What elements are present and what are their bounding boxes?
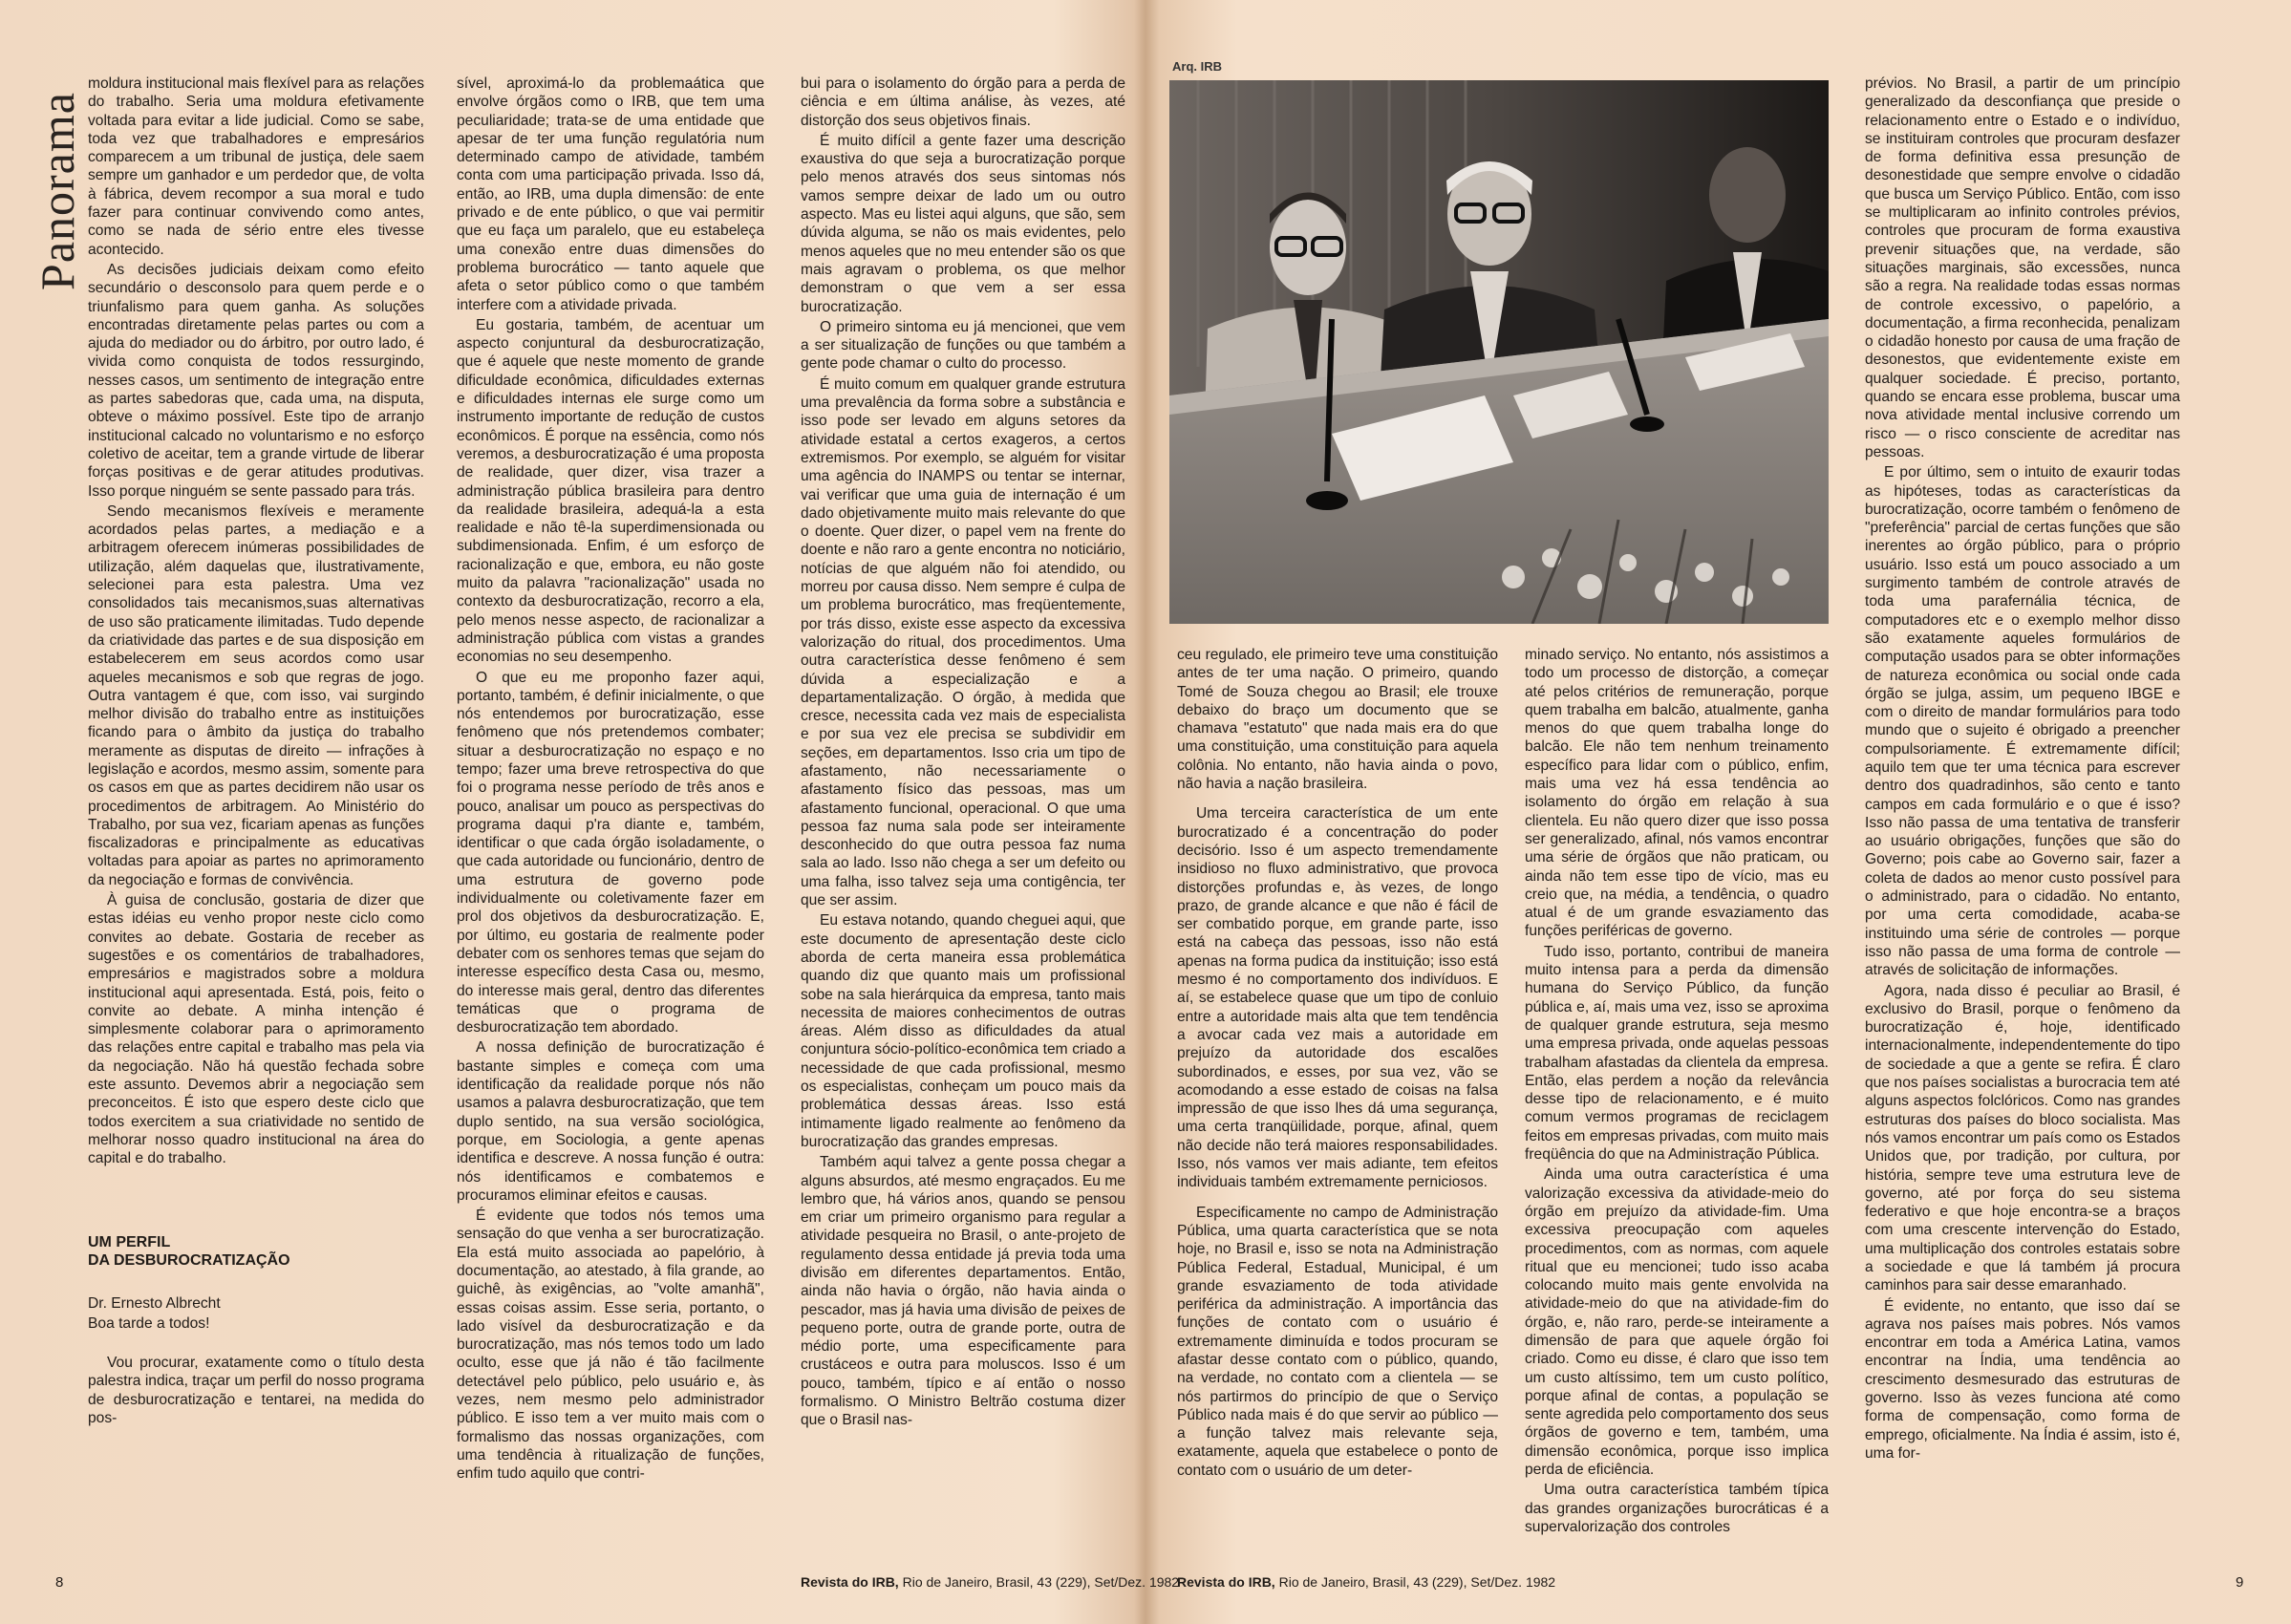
- greeting: Boa tarde a todos!: [88, 1314, 210, 1332]
- paragraph: Eu estava notando, quando cheguei aqui, que este documento de apresentação deste ciclo aborda de certa maneira essa problemática quando diz que quanto mais um profissional sobe na sala hierárquica da empresa, tanto mais necessita de maiores conhecimentos de outras áreas. Além disso as dificuldades da atual conjuntura sócio-político-econômica tem criado a necessidade de que cada profissional, mesmo os especialistas, conheçam um pouco mais da problemática dessas áreas. Isso está intimamente ligado realmente ao fenômeno da burocratização das grandes empresas.: [801, 912, 1125, 1150]
- text-column-1: [88, 75, 424, 1565]
- paragraph: Sendo mecanismos flexíveis e meramente acordados pelas partes, a mediação e a arbitragem oferecem inúmeras possibilidades de utilização, além daquelas que, ilustrativamente, selecionei para esta palestra. Uma vez consolidados tais mecanismos,suas alternativas de uso são praticamente ilimitadas. Tudo depende da criatividade das partes e de sua disposição em estabelecerem em seus acordos como usar aqueles mecanismos e sob que regras de jogo. Outra vantagem é que, com isso, vai surgindo melhor divisão do trabalho entre as instituições ficando para o âmbito da justiça do trabalho meramente as disputas de direito — infrações à legislação e acordos, mesmo assim, somente para os casos em que as partes decidirem não usar os procedimentos de arbitragem. Ao Ministério do Trabalho, por sua vez, ficariam apenas as funções fiscalizadoras e principalmente as educativas voltadas para apoiar as partes no aprimoramento da negociação e formas de convivência.: [88, 502, 424, 888]
- paragraph: À guisa de conclusão, gostaria de dizer que estas idéias eu venho propor neste ciclo como convites ao debate. Gostaria de receber as sugestões e os comentários de trabalhadores, empresários e magistrados sobre a moldura institucional aqui apresentada. Está, pois, feito o convite ao debate. A minha intenção é simplesmente colaborar para o aprimoramento das relações entre capital e trabalho mas pela via da negociação. Não há questão fechada sobre este assunto. Devemos abrir a negociação sem preconceitos. É isto que espero deste ciclo que todos exercitem a sua criatividade no sentido de melhorar nosso quadro institucional na área do capital e do trabalho.: [88, 892, 424, 1167]
- paragraph: A nossa definição de burocratização é bastante simples e começa com uma identificação da realidade porque nós não usamos a palavra desburocratização, que tem duplo sentido, na sua versão sociológica, porque, em Sociologia, a gente apenas identifica e descreve. A nossa função é outra: nós identificamos e combatemos e procuramos eliminar efeitos e causas.: [457, 1039, 764, 1204]
- paragraph: É muito difícil a gente fazer uma descrição exaustiva do que seja a burocratização porque pelo menos através dos seus sintomas nós vamos sempre deixar de lado um ou outro aspecto. Mas eu listei aqui alguns, que são, sem dúvida alguma, se não os mais evidentes, pelo menos aqueles que no meu entender são os que mais agravam o problema, os que melhor demonstram o que vem a ser essa burocratização.: [801, 132, 1125, 315]
- paragraph: O primeiro sintoma eu já mencionei, que vem a ser situalização de funções ou que também a gente pode chamar o culto do processo.: [801, 318, 1125, 373]
- paragraph: Tudo isso, portanto, contribui de maneira muito intensa para a perda da dimensão humana do Serviço Público, da função pública e, aí, mais uma vez, isso se aproxima de qualquer grande estrutura, seja mesmo uma empresa privada, onde aquelas pessoas trabalham afastadas da clientela da empresa. Então, elas perdem a noção da relevância desse tipo de relacionamento, e é muito comum vermos programas de reciclagem feitos em empresas privadas, com muito mais freqüência do que na Administração Pública.: [1525, 943, 1829, 1164]
- speaker-name: Dr. Ernesto Albrecht: [88, 1294, 221, 1312]
- page-number-right: 9: [2236, 1574, 2244, 1591]
- footer-right: [1177, 1574, 1555, 1590]
- paragraph: Uma outra característica também típica das grandes organizações burocráticas é a supervalorização dos controles: [1525, 1482, 1829, 1535]
- paragraph: E por último, sem o intuito de exaurir todas as hipóteses, todas as características da burocratização, ocorre também o fenômeno de "preferência" parcial de certas funções que são inerentes ao órgão público, para o próprio usuário. Isso está um pouco associado a um surgimento também de controle através de toda uma parafernália técnica, de computadores etc e o exemplo melhor disso são exatamente aqueles formulários de computação usados para se obter informações de natureza econômica ou social onde cada órgão se julga, assim, um pequeno IBGE e com o direito de mandar formulários para todo mundo que o sujeito é obrigado a preencher compulsoriamente. É extremamente difícil; aquilo tem que ter uma técnica para escrever dentro dos quadradinhos, são cento e tanto campos em cada formulário e o que é isso? Isso não passa de uma tentativa de transferir ao usuário obrigações, funções que são do Governo; pois cabe ao Governo sair, fazer a coleta de dados ao menor custo possível para o administrado, para o cidadão. No entanto, por uma certa comodidade, acaba-se instituindo uma série de controles — porque isso não passa de uma forma de controle — através de solicitação de informações.: [1865, 464, 2180, 979]
- text-column-2: [457, 75, 764, 1565]
- journal-name: Revista do IRB,: [801, 1574, 899, 1590]
- paragraph: moldura institucional mais flexível para as relações do trabalho. Seria uma moldura efetivamente voltada para evitar a lide judicial. Como se sabe, toda vez que trabalhadores e empresários comparecem a um tribunal de justiça, dele saem sempre um ganhador e um perdedor que, de volta à fábrica, devem recompor a sua moral e tudo fazer para continuar convivendo como antes, como se nada de sério entre eles tivesse acontecido.: [88, 75, 424, 258]
- section-heading-line: UM PERFIL: [88, 1233, 171, 1250]
- paragraph: bui para o isolamento do órgão para a perda de ciência e em última análise, às vezes, até distorção dos seus objetivos finais.: [801, 75, 1125, 129]
- paragraph: É evidente que todos nós temos uma sensação do que venha a ser burocratização. Ela está muito associada ao papelório, à documentação, ao atestado, à fila grande, ao guichê, às exigências, ao "volte amanhã", essas coisas assim. Esse seria, portanto, o lado visível da desburocratização e da burocratização, mas nós temos todo um lado oculto, esse que já não é tão facilmente detectável pelo público, pelo usuário e, às vezes, nem mesmo pelo administrador público. E isso tem a ver muito mais com o formalismo das nossas organizações, com uma tendência à ritualização de funções, enfim tudo aquilo que contri-: [457, 1207, 764, 1483]
- photo-credit: Arq. IRB: [1172, 59, 1222, 74]
- paragraph: prévios. No Brasil, a partir de um princípio generalizado da desconfiança que preside o relacionamento entre o Estado e o indivíduo, se instituiram controles que procuram desfazer de forma definitiva essa presunção de desonestidade que sempre envolve o cidadão que busca um Serviço Público. Então, com isso se multiplicaram ao infinito controles prévios, controles que procuram de forma exaustiva prevenir situações que, na verdade, são situações marginais, são excessões, nunca são a regra. Na realidade todas essas normas de controle excessivo, o papelório, a documentação, a firma reconhecida, penalizam o cidadão honesto por causa de uma fração de desonestos, que evidentemente existe em qualquer sociedade. É preciso, portanto, quando se encara esse problema, buscar uma nova atividade mental inclusive correndo um risco — o risco consciente de acreditar nas pessoas.: [1865, 75, 2180, 460]
- paragraph: Vou procurar, exatamente como o título desta palestra indica, traçar um perfil do nosso programa de desburocratização e tentarei, na medida do pos-: [88, 1355, 424, 1426]
- section-heading: [88, 1233, 424, 1270]
- paragraph: Especificamente no campo de Administração Pública, uma quarta característica que se nota hoje, no Brasil e, isso se nota na Administração Pública Federal, Estadual, Municipal, é um grande esvaziamento de toda atividade periférica da administração. A importância das funções de contato com o usuário é extremamente diminuída e todos procuram se afastar desse contato com o público, quando, na verdade, no contato com a clientela — se nós partirmos do princípio de que o Serviço Público nada mais é do que servir ao público — a função talvez mais relevante seja, exatamente, aquela que estabelece o ponto de contato com o usuário de um deter-: [1177, 1204, 1498, 1479]
- footer-left: [801, 1574, 1179, 1590]
- journal-name: Revista do IRB,: [1177, 1574, 1275, 1590]
- paragraph: Eu gostaria, também, de acentuar um aspecto conjuntural da desburocratização, que é aquele que neste momento de grande dificuldade econômica, dificuldades externas e dificuldades internas ele surge como um instrumento importante de redução de custos econômicos. É porque na essência, como nós veremos, a desburocratização é uma proposta de realidade, quer dizer, visa trazer a administração pública brasileira para dentro da realidade brasileira, adequá-la a esta realidade e não tê-la superdimensionada ou subdimensionada. Enfim, é um esforço de racionalização e que, embora, eu não goste muito da palavra "racionalização" usada no contexto da desburocratização, recorro a ela, pelo menos nesse aspecto, de racionalizar a administração pública com vistas a grandes economias no seu desempenho.: [457, 316, 764, 666]
- section-heading-line: DA DESBUROCRATIZAÇÃO: [88, 1251, 290, 1269]
- photo-illustration: [1169, 80, 1829, 624]
- paragraph: Uma terceira característica de um ente burocratizado é a concentração do poder decisório. Isso é um aspecto tremendamente insidioso no fluxo administrativo, que provoca distorções profundas e, às vezes, de longo prazo, de grande alcance e que não é fácil de ser combatido porque, em grande parte, isso está na cabeça das pessoas, isso não está apenas na forma pudica da instituição; isso está mesmo é no comportamento dos indivíduos. E aí, se estabelece quase que um tipo de conluio entre a autoridade mais alta que tem tendência a avocar cada vez mais a autoridade em prejuízo da autoridade dos escalões subordinados, e esses, por sua vez, vão se acomodando a esse estado de coisas na falsa impressão de que isso lhes dá uma segurança, uma certa tranqüilidade, porque, afinal, quem não decide não terá maiores responsabilidades. Isso, nós vamos ver mais adiante, tem efeitos individuais também extremamente perniciosos.: [1177, 805, 1498, 1191]
- paragraph: Agora, nada disso é peculiar ao Brasil, é exclusivo do Brasil, porque o fenômeno da burocratização é, hoje, identificado internacionalmente, independentemente do tipo de sociedade a que a gente se refira. É claro que nos países socialistas a burocracia tem até alguns aspectos folclóricos. Como nas grandes estruturas dos países do bloco socialista. Mas nós vamos encontrar um país como os Estados Unidos que, por tradição, por cultura, por história, sempre teve uma estrutura leve de governo, até por força do seu sistema federativo e que hoje encontra-se a braços com uma crescente intervenção do Estado, uma multiplicação dos controles estatais sobre a sociedade e que lá também já procura caminhos para sair desse emaranhado.: [1865, 982, 2180, 1294]
- paragraph: ceu regulado, ele primeiro teve uma constituição antes de ter uma nação. O primeiro, quando Tomé de Souza chegou ao Brasil; ele trouxe debaixo do braço um documento que se chamava "estatuto" que nada mais era do que uma constituição, uma constituição para aquela colônia. No entanto, não havia ainda o povo, não havia a nação brasileira.: [1177, 647, 1498, 793]
- conference-photo: [1169, 80, 1829, 624]
- text-column-4: [1177, 646, 1498, 1565]
- journal-details: Rio de Janeiro, Brasil, 43 (229), Set/Dez. 1982: [1278, 1574, 1556, 1590]
- page-number-left: 8: [55, 1574, 64, 1591]
- paragraph: Também aqui talvez a gente possa chegar a alguns absurdos, até mesmo engraçados. Eu me lembro que, há vários anos, quando se pensou em criar um primeiro organismo para regular a atividade pesqueira no Brasil, o ante-projeto de regulamento dessa entidade já previa toda uma divisão em diferentes departamentos. Então, ainda não havia o órgão, não havia ainda o pescador, mas já havia uma divisão de peixes de pequeno porte, outra de grande porte, outra de médio porte, uma especificamente para crustáceos e outra para moluscos. Isso é um pouco, também, típico e aí então o nosso formalismo. O Ministro Beltrão costuma dizer que o Brasil nas-: [801, 1154, 1125, 1429]
- section-title: Panorama: [31, 92, 84, 290]
- text-column-6: [1865, 75, 2180, 1565]
- paragraph: O que eu me proponho fazer aqui, portanto, também, é definir inicialmente, o que nós entendemos por burocratização, esse fenômeno que nós pretendemos combater; situar a desburocratização no espaço e no tempo; fazer uma breve retrospectiva do que foi o programa nesse período de três anos e pouco, analisar um pouco as perspectivas do programa daqui p'ra diante e, também, identificar o que cada órgão isoladamente, o que cada autoridade ou funcionário, dentro de uma estrutura de governo pode individualmente ou coletivamente fazer em prol dos objetivos da desburocratização. E, por último, eu gostaria de realmente poder debater com os senhores temas que sejam do interesse específico desta Casa ou, mesmo, do interesse mais geral, dentro das diferentes temáticas que o programa de desburocratização tem abordado.: [457, 669, 764, 1036]
- paragraph: É evidente, no entanto, que isso daí se agrava nos países mais pobres. Nós vamos encontrar em toda a América Latina, vamos encontrar na Índia, uma tendência ao crescimento desmesurado das estruturas de governo. Isso às vezes funciona até como forma de compensação, como forma de emprego, oficialmente. Na Índia é assim, isto é, uma for-: [1865, 1297, 2180, 1462]
- paragraph: sível, aproximá-lo da problemaática que envolve órgãos como o IRB, que tem uma peculiaridade; trata-se de uma entidade que apesar de ter uma função regulatória num determinado campo de atividade, também conta com uma participação privada. Isso dá, então, ao IRB, uma dupla dimensão: de ente privado e de ente público, o que vai permitir que eu faça um paralelo, que eu estabeleça uma conexão entre duas dimensões do problema burocrático — tanto aquele que afeta o setor público como o que também interfere com a atividade privada.: [457, 75, 764, 313]
- paragraph: As decisões judiciais deixam como efeito secundário o desconsolo para quem perde e o triunfalismo para quem ganha. As soluções encontradas diretamente pelas partes ou com a ajuda do mediador ou do árbitro, por outro lado, é vivida como conquista de todos ressurgindo, nesses casos, um sentimento de integração entre as partes sabedoras que, cada uma, na disputa, obteve o máximo possível. Este tipo de arranjo institucional calcado no voluntarismo e no esforço coletivo de aceitar, tem a grande virtude de liberar forças positivas e de gerar atitudes produtivas. Isso porque ninguém se sente passado para trás.: [88, 261, 424, 500]
- journal-details: Rio de Janeiro, Brasil, 43 (229), Set/Dez. 1982: [902, 1574, 1180, 1590]
- text-column-5: [1525, 646, 1829, 1565]
- paragraph: É muito comum em qualquer grande estrutura uma prevalência da forma sobre a substância e isso pode ser levado em alguns setores da atividade estatal a certos exageros, a certos extremismos. Por exemplo, se alguém for visitar uma agência do INAMPS ou tentar se internar, vai verificar que uma guia de internação é um dado objetivamente muito mais relevante do que o doente. Quer dizer, o papel vem na frente do doente e não raro a gente encontra no noticiário, notícias de que alguém não foi atendido, ou morreu por causa disso. Nem sempre é culpa de um problema burocrático, mas freqüentemente, por trás disso, existe esse aspecto da excessiva valorização do ritual, dos procedimentos. Uma outra característica desse fenômeno é sem dúvida a especialização e a departamentalização. O órgão, à medida que cresce, necessita cada vez mais de especialista e por sua vez ele precisa se subdividir em seções, em departamentos. Isso cria um tipo de afastamento, não necessariamente o afastamento físico das pessoas, mas um afastamento funcional, operacional. O que uma pessoa faz numa sala pode ser inteiramente desconhecido do que outra pessoa faz numa sala ao lado. Isso não chega a ser um defeito ou uma falha, isso talvez seja uma contigência, ter que ser assim.: [801, 375, 1125, 909]
- text-column-3: [801, 75, 1125, 1565]
- paragraph: Ainda uma outra característica é uma valorização excessiva da atividade-meio do órgão em prejuízo da atividade-fim. Uma excessiva preocupação com aqueles procedimentos, com as normas, com aquele ritual que eu mencionei; tudo isso acaba colocando muito mais gente envolvida na atividade-meio do que na atividade-fim do órgão, e, não raro, perde-se inteiramente a dimensão de para que aquele órgão foi criado. Como eu disse, é claro que isso tem um custo altíssimo, tem um custo político, porque afinal de contas, a população se sente agredida pelo comportamento dos seus órgãos de governo e tem, também, uma dimensão econômica, porque isso implica perda de eficiência.: [1525, 1166, 1829, 1479]
- paragraph: minado serviço. No entanto, nós assistimos a todo um processo de distorção, a começar até pelos critérios de remuneração, porque quem trabalha em balcão, atualmente, ganha menos do que quem trabalha longe do balcão. Ele não tem nenhum treinamento específico para lidar com o público, enfim, mais uma vez há essa tendência ao isolamento do órgão em relação à sua clientela. Eu não quero dizer que isso possa ser generalizado, afinal, nós vamos encontrar uma série de órgãos que não praticam, ou ainda não tem esse tipo de vício, mas eu creio que, na média, a tendência, o quadro atual é de um grande esvaziamento das funções periféricas de governo.: [1525, 647, 1829, 940]
